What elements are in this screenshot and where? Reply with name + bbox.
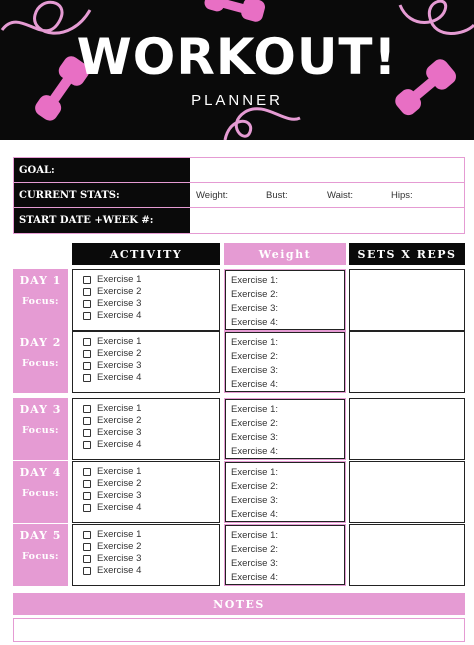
exercise-item[interactable] xyxy=(83,502,141,513)
exercise-label: Exercise 2 xyxy=(97,348,142,359)
focus-label: Focus: xyxy=(21,551,60,562)
weight-inner xyxy=(225,462,345,522)
day-block xyxy=(13,524,465,586)
weight-inner xyxy=(225,332,345,392)
exercise-label: Exercise 3 xyxy=(97,360,142,371)
exercise-item[interactable] xyxy=(83,274,141,285)
weight-line: Exercise 2: xyxy=(231,289,278,300)
weight-line: Exercise 3: xyxy=(231,303,278,314)
notes-header: NOTES xyxy=(13,593,465,615)
weight-line: Exercise 2: xyxy=(231,418,278,429)
exercise-label: Exercise 4 xyxy=(97,310,142,321)
exercise-label: Exercise 1 xyxy=(97,529,142,540)
exercise-label: Exercise 3 xyxy=(97,490,142,501)
checkbox-icon[interactable] xyxy=(83,429,91,437)
exercise-item[interactable] xyxy=(83,372,141,383)
weight-box[interactable] xyxy=(224,398,346,460)
sets-reps-box[interactable] xyxy=(349,524,465,586)
weight-line: Exercise 3: xyxy=(231,495,278,506)
exercise-label: Exercise 1 xyxy=(97,274,142,285)
weight-box[interactable] xyxy=(224,331,346,393)
start-row xyxy=(14,208,464,233)
weight-line: Exercise 4: xyxy=(231,572,278,583)
exercise-label: Exercise 1 xyxy=(97,403,142,414)
weight-line: Exercise 1: xyxy=(231,275,278,286)
exercise-label: Exercise 4 xyxy=(97,439,142,450)
checkbox-icon[interactable] xyxy=(83,567,91,575)
weight-line: Exercise 1: xyxy=(231,467,278,478)
checkbox-icon[interactable] xyxy=(83,531,91,539)
exercise-label: Exercise 2 xyxy=(97,478,142,489)
ribbon-bottom-center xyxy=(225,109,300,140)
checkbox-icon[interactable] xyxy=(83,405,91,413)
day-name: DAY 3 xyxy=(19,403,62,416)
day-block xyxy=(13,461,465,523)
checkbox-icon[interactable] xyxy=(83,480,91,488)
weight-inner xyxy=(225,399,345,459)
stats-label: CURRENT STATS: xyxy=(14,183,190,207)
checkbox-icon[interactable] xyxy=(83,288,91,296)
day-name: DAY 1 xyxy=(19,274,62,287)
sets-header: SETS X REPS xyxy=(349,243,465,265)
checkbox-icon[interactable] xyxy=(83,417,91,425)
stat-weight: Weight: xyxy=(196,189,229,201)
exercise-item[interactable] xyxy=(83,541,141,552)
header-banner xyxy=(0,0,474,140)
exercise-label: Exercise 4 xyxy=(97,372,142,383)
weight-inner xyxy=(225,270,345,330)
activity-box xyxy=(72,524,220,586)
exercise-item[interactable] xyxy=(83,348,141,359)
activity-box xyxy=(72,398,220,460)
exercise-label: Exercise 1 xyxy=(97,466,142,477)
day-label xyxy=(13,398,68,460)
start-label: START DATE +WEEK #: xyxy=(14,208,190,233)
checkbox-icon[interactable] xyxy=(83,555,91,563)
exercise-label: Exercise 2 xyxy=(97,541,142,552)
focus-label: Focus: xyxy=(21,488,60,499)
checkbox-icon[interactable] xyxy=(83,276,91,284)
focus-label: Focus: xyxy=(21,358,60,369)
goal-label: GOAL: xyxy=(14,158,190,182)
day-label xyxy=(13,461,68,523)
activity-box xyxy=(72,461,220,523)
exercise-item[interactable] xyxy=(83,439,141,450)
exercise-label: Exercise 2 xyxy=(97,286,142,297)
weight-line: Exercise 1: xyxy=(231,337,278,348)
sets-reps-box[interactable] xyxy=(349,461,465,523)
weight-line: Exercise 1: xyxy=(231,404,278,415)
day-label xyxy=(13,269,68,331)
weight-line: Exercise 2: xyxy=(231,351,278,362)
notes-field[interactable] xyxy=(13,618,465,642)
exercise-label: Exercise 4 xyxy=(97,502,142,513)
goal-row xyxy=(14,158,464,183)
exercise-label: Exercise 2 xyxy=(97,415,142,426)
weight-line: Exercise 4: xyxy=(231,379,278,390)
weight-box[interactable] xyxy=(224,461,346,523)
exercise-item[interactable] xyxy=(83,490,141,501)
checkbox-icon[interactable] xyxy=(83,468,91,476)
checkbox-icon[interactable] xyxy=(83,362,91,370)
exercise-item[interactable] xyxy=(83,466,141,477)
weight-line: Exercise 3: xyxy=(231,558,278,569)
exercise-label: Exercise 3 xyxy=(97,427,142,438)
weight-line: Exercise 1: xyxy=(231,530,278,541)
stat-waist: Waist: xyxy=(327,189,354,201)
day-label xyxy=(13,524,68,586)
day-name: DAY 2 xyxy=(19,336,62,349)
day-name: DAY 4 xyxy=(19,466,62,479)
focus-label: Focus: xyxy=(21,296,60,307)
exercise-item[interactable] xyxy=(83,553,141,564)
exercise-item[interactable] xyxy=(83,415,141,426)
exercise-label: Exercise 1 xyxy=(97,336,142,347)
goal-field[interactable] xyxy=(190,158,464,182)
exercise-label: Exercise 3 xyxy=(97,553,142,564)
exercise-label: Exercise 3 xyxy=(97,298,142,309)
exercise-item[interactable] xyxy=(83,427,141,438)
stats-row xyxy=(14,183,464,208)
weight-line: Exercise 3: xyxy=(231,365,278,376)
checkbox-icon[interactable] xyxy=(83,374,91,382)
page-title: WORKOUT! xyxy=(76,28,398,86)
weight-inner xyxy=(225,525,345,585)
weight-box[interactable] xyxy=(224,269,346,331)
weight-box[interactable] xyxy=(224,524,346,586)
activity-box xyxy=(72,331,220,393)
weight-line: Exercise 4: xyxy=(231,317,278,328)
exercise-item[interactable] xyxy=(83,298,141,309)
sets-reps-box[interactable] xyxy=(349,269,465,331)
stats-field[interactable] xyxy=(190,183,464,207)
checkbox-icon[interactable] xyxy=(83,300,91,308)
activity-box xyxy=(72,269,220,331)
day-name: DAY 5 xyxy=(19,529,62,542)
weight-line: Exercise 4: xyxy=(231,509,278,520)
focus-label: Focus: xyxy=(21,425,60,436)
weight-line: Exercise 2: xyxy=(231,481,278,492)
day-block xyxy=(13,269,465,331)
checkbox-icon[interactable] xyxy=(83,350,91,358)
start-field[interactable] xyxy=(190,208,464,233)
exercise-item[interactable] xyxy=(83,565,141,576)
exercise-item[interactable] xyxy=(83,403,141,414)
checkbox-icon[interactable] xyxy=(83,312,91,320)
checkbox-icon[interactable] xyxy=(83,492,91,500)
sets-reps-box[interactable] xyxy=(349,331,465,393)
checkbox-icon[interactable] xyxy=(83,338,91,346)
weight-line: Exercise 3: xyxy=(231,432,278,443)
activity-header: ACTIVITY xyxy=(72,243,220,265)
weight-header: Weight xyxy=(224,243,346,265)
exercise-item[interactable] xyxy=(83,286,141,297)
checkbox-icon[interactable] xyxy=(83,441,91,449)
dumbbell-icon xyxy=(203,0,267,23)
page-subtitle: PLANNER xyxy=(191,92,283,109)
checkbox-icon[interactable] xyxy=(83,504,91,512)
stat-hips: Hips: xyxy=(391,189,413,201)
exercise-item[interactable] xyxy=(83,336,141,347)
stat-bust: Bust: xyxy=(266,189,288,201)
day-block xyxy=(13,331,465,393)
checkbox-icon[interactable] xyxy=(83,543,91,551)
day-block xyxy=(13,398,465,460)
exercise-item[interactable] xyxy=(83,529,141,540)
info-section xyxy=(13,157,465,234)
sets-reps-box[interactable] xyxy=(349,398,465,460)
weight-line: Exercise 4: xyxy=(231,446,278,457)
exercise-item[interactable] xyxy=(83,360,141,371)
exercise-item[interactable] xyxy=(83,310,141,321)
day-label xyxy=(13,331,68,393)
exercise-item[interactable] xyxy=(83,478,141,489)
weight-line: Exercise 2: xyxy=(231,544,278,555)
exercise-label: Exercise 4 xyxy=(97,565,142,576)
